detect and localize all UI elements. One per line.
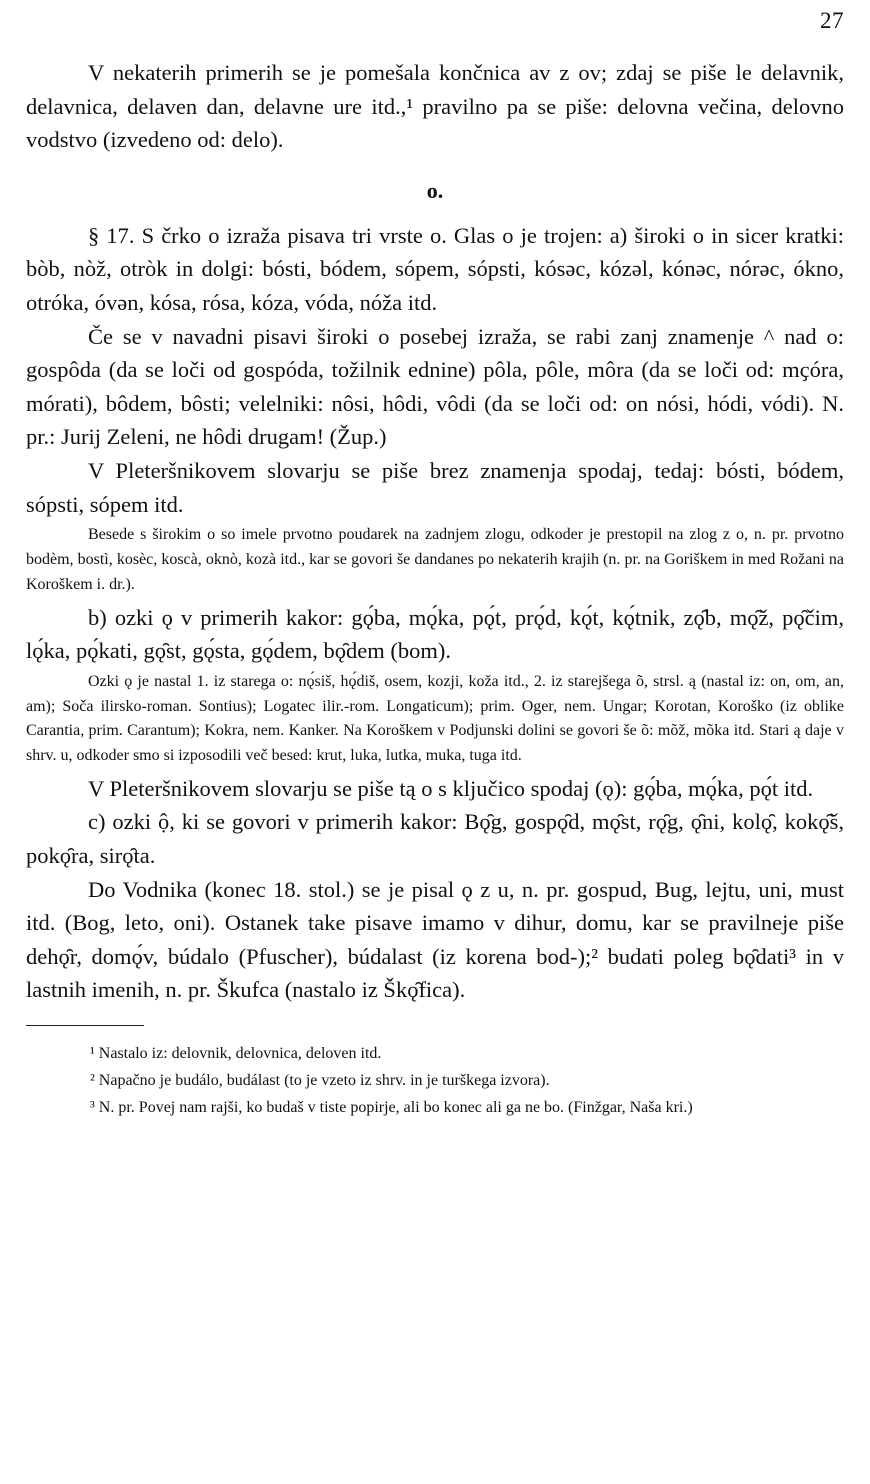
paragraph-pletersnik-1: V Pleteršnikovem slovarju se piše brez znamenja spodaj, tedaj: bósti, bódem, sópsti, sópem itd. bbox=[26, 457, 844, 517]
note-ozki-o-nastanek: Ozki ǫ je nastal 1. iz starega o: nǫ́siš, hǫ́diš, osem, kozji, koža itd., 2. iz starejšega õ, strsl. ą (nastal iz: on, om, an, am); Soča ilirsko-roman. Sontius); Logatec ilir.-rom. Longaticum); prim. Oger, nem. Ungar; Korotan, Koroško (iz oblike Carantia, prim. Carantum); Kokra, nem. Kanker. Na Koroškem v Podjunski dolini se govori še õ: mõž, mõka itd. Stari ą daje v shrv. u, odkoder smo si izposodili več besed: krut, luka, lutka, muka, tuga itd. bbox=[26, 672, 844, 765]
note-siroki-o-poudarek: Besede s širokim o so imele prvotno poudarek na zadnjem zlogu, odkoder je prestopil na zlog z o, n. pr. prvotno bodèm, bostì, kosèc, koscà, oknò, kozà itd., kar se govori še dandanes po nekaterih krajih (n. pr. na Goriškem in med Rožani na Koroškem i. dr.). bbox=[26, 526, 844, 593]
footnote-2: ² Napačno je budálo, budálast (to je vzeto iz shrv. in je turškega izvora). bbox=[90, 1072, 550, 1090]
paragraph-av-ov: V nekaterih primerih se je pomešala končnica av z ov; zdaj se piše le delavnik, delavnica, delaven dan, delavne ure itd.,¹ pravilno pa se piše: delovna večina, delovno vodstvo (izvedeno od: delo). bbox=[26, 60, 844, 153]
paragraph-ozki-o-c: c) ozki ộ, ki se govori v primerih kakor: Bǫ̑g, gospǫ̑d, mǫ̑st, rǫ̑g, ǫ̑ni, kolǫ̑, kokǫ̑š, pokǫ̑ra, sirǫ̑ta. bbox=[26, 809, 844, 869]
footnote-1: ¹ Nastalo iz: delovnik, delovnica, deloven itd. bbox=[90, 1045, 382, 1063]
paragraph-pletersnik-2: V Pleteršnikovem slovarju se piše tą o s ključico spodaj (ǫ): gǫ́ba, mǫ́ka, pǫ́t itd. bbox=[88, 775, 814, 801]
page-body bbox=[26, 56, 844, 1121]
paragraph-vodnik: Do Vodnika (konec 18. stol.) se je pisal ǫ z u, n. pr. gospud, Bug, lejtu, uni, must itd. (Bog, leto, oni). Ostanek take pisave imamo v dihur, domu, kar se pravilneje piše dehǫ̑r, domǫ́v, búdalo (Pfuscher), búdalast (iz korena bod-);² budati poleg bǫ̑dati³ in v lastnih imenih, n. pr. Škufca (nastalo iz Škǫ̑fica). bbox=[26, 876, 844, 1003]
section-heading-o: o. bbox=[426, 177, 444, 203]
paragraph-siroki-o-znamenje: Če se v navadni pisavi široki o posebej izraža, se rabi zanj znamenje ^ nad o: gospôda (da se loči od gospóda, tožilnik ednine) pôla, pôle, môra (da se loči od: mҫóra, mórati), bôdem, bôsti; velelniki: nôsi, hôdi, vôdi (da se loči od: on nósi, hódi, vódi). N. pr.: Jurij Zeleni, ne hôdi drugam! (Žup.) bbox=[26, 323, 844, 450]
paragraph-ozki-o: b) ozki ǫ v primerih kakor: gǫ́ba, mǫ́ka, pǫ́t, prǫ́d, kǫ́t, kǫ́tnik, zǫ̑b, mǫ̑ž, pǫ̑čim, lǫ́ka, pǫ́kati, gǫ̑st, gǫ́sta, gǫ́dem, bǫ̑dem (bom). bbox=[26, 604, 844, 664]
paragraph-section-17: § 17. S črko o izraža pisava tri vrste o. Glas o je trojen: a) široki o in sicer kratki: bòb, nòž, otròk in dolgi: bósti, bódem, sópem, sópsti, kósəc, kózəl, kónəc, nórəc, ókno, otróka, óvən, kósa, rósa, kóza, vóda, nóža itd. bbox=[26, 222, 844, 315]
footnote-3: ³ N. pr. Povej nam rajši, ko budaš v tiste popirje, ali bo konec ali ga ne bo. (Finžgar, Naša kri.) bbox=[90, 1099, 693, 1117]
page-number: 27 bbox=[820, 8, 844, 33]
footnote-divider bbox=[26, 1025, 144, 1026]
